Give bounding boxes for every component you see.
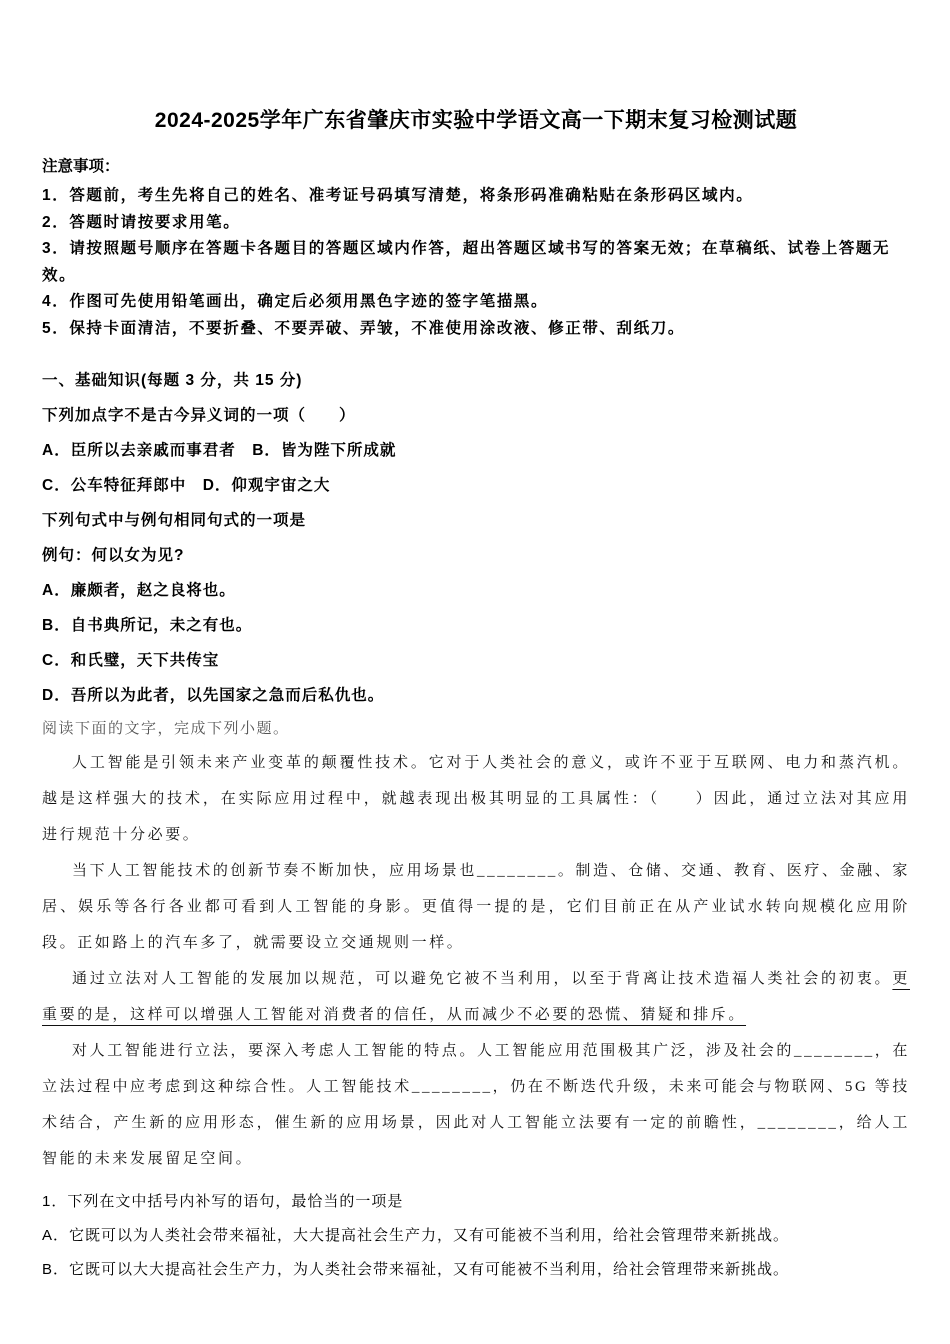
notice-section bbox=[42, 154, 910, 342]
question-1-option-a: A．它既可以为人类社会带来福祉，大大提高社会生产力，又有可能被不当利用，给社会管理带来新挑战。 bbox=[42, 1227, 790, 1244]
section-heading: 一、基础知识(每题 3 分，共 15 分) bbox=[42, 372, 303, 389]
question-1-stem: 1．下列在文中括号内补写的语句，最恰当的一项是 bbox=[42, 1193, 404, 1210]
reading-intro: 阅读下面的文字，完成下列小题。 bbox=[42, 721, 290, 737]
question-stem-sentence-pattern: 下列句式中与例句相同句式的一项是 bbox=[42, 512, 307, 529]
notice-heading: 注意事项： bbox=[42, 158, 120, 175]
option-d: D．吾所以为此者，以先国家之急而后私仇也。 bbox=[42, 687, 385, 704]
option-c: C．和氏璧，天下共传宝 bbox=[42, 652, 220, 669]
paragraph-3-normal-text: 通过立法对人工智能的发展加以规范，可以避免它被不当利用，以至于背离让技术造福人类社会的初衷。 bbox=[72, 971, 893, 987]
passage-paragraph-4: 对人工智能进行立法，要深入考虑人工智能的特点。人工智能应用范围极其广泛，涉及社会的________，在立法过程中应考虑到这种综合性。人工智能技术________，仍在不断迭代升级，未来可能会与物联网、5G 等技术结合，产生新的应用形态，催生新的应用场景，因此对人工智能立法要有一定的前瞻性，________，给人工智能的未来发展留足空间。 bbox=[42, 1043, 910, 1167]
passage-paragraph-1: 人工智能是引领未来产业变革的颠覆性技术。它对于人类社会的意义，或许不亚于互联网、电力和蒸汽机。越是这样强大的技术，在实际应用过程中，就越表现出极其明显的工具属性：（ ）因此，通过立法对其应用进行规范十分必要。 bbox=[42, 755, 910, 843]
passage-paragraph-3 bbox=[42, 961, 910, 1033]
page-title: 2024-2025学年广东省肇庆市实验中学语文高一下期末复习检测试题 bbox=[154, 109, 798, 132]
notice-item-5: 5．保持卡面清洁，不要折叠、不要弄破、弄皱，不准使用涂改液、修正带、刮纸刀。 bbox=[42, 319, 685, 337]
options-row-cd: C．公车特征拜郎中 D．仰观宇宙之大 bbox=[42, 477, 331, 494]
section-basic-knowledge bbox=[42, 368, 910, 705]
notice-item-1: 1．答题前，考生先将自己的姓名、准考证号码填写清楚，将条形码准确粘贴在条形码区域内。 bbox=[42, 187, 754, 204]
options-row-ab: A．臣所以去亲戚而事君者 B．皆为陛下所成就 bbox=[42, 442, 397, 459]
question-stem-ancient-modern: 下列加点字不是古今异义词的一项（ ） bbox=[42, 407, 356, 424]
passage-paragraph-2: 当下人工智能技术的创新节奏不断加快，应用场景也________。制造、仓储、交通、教育、医疗、金融、家居、娱乐等各行各业都可看到人工智能的身影。更值得一提的是，它们目前正在从产业试水转向规模化应用阶段。正如路上的汽车多了，就需要设立交通规则一样。 bbox=[42, 863, 910, 951]
notice-item-2: 2．答题时请按要求用笔。 bbox=[42, 213, 241, 231]
question-1-block bbox=[42, 1192, 910, 1279]
option-a: A．廉颇者，赵之良将也。 bbox=[42, 582, 236, 599]
notice-item-4: 4．作图可先使用铅笔画出，确定后必须用黑色字迹的签字笔描黑。 bbox=[42, 293, 549, 310]
example-sentence: 例句：何以女为见? bbox=[42, 547, 185, 564]
notice-item-3: 3．请按照题号顺序在答题卡各题目的答题区域内作答，超出答题区域书写的答案无效；在草稿纸、试卷上答题无效。 bbox=[42, 240, 891, 284]
question-1-option-b: B．它既可以大大提高社会生产力，为人类社会带来福祉，又有可能被不当利用，给社会管理带来新挑战。 bbox=[42, 1261, 790, 1278]
option-b: B．自书典所记，未之有也。 bbox=[42, 617, 253, 634]
paragraph-3-underlined-text: 更重要的是，这样可以增强人工智能对消费者的信任，从而减少不必要的恐慌、猜疑和排斥。 bbox=[42, 971, 910, 1023]
reading-passage bbox=[42, 745, 910, 1177]
